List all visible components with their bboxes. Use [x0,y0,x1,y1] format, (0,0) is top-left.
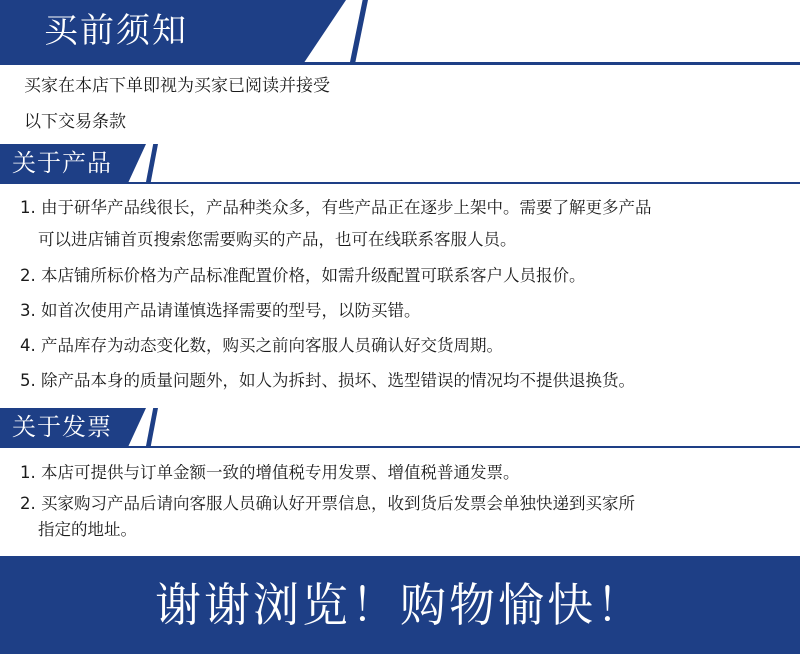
item-number: 2. [20,266,36,285]
invoice-item-1 [20,461,790,485]
product-item-1 [20,196,790,252]
item-text: 由于研华产品线很长，产品种类众多，有些产品正在逐步上架中。需要了解更多产品 [41,198,652,217]
section-header-invoice [0,408,800,448]
item-number: 1. [20,198,36,217]
invoice-item-2 [20,492,790,542]
section-rule [0,446,800,448]
footer-banner [0,556,800,654]
item-number: 5. [20,371,36,390]
item-text: 本店可提供与订单金额一致的增值税专用发票、增值税普通发票。 [41,463,520,482]
header-rule [0,62,800,65]
item-text: 产品库存为动态变化数，购买之前向客服人员确认好交货周期。 [41,336,503,355]
item-number: 4. [20,336,36,355]
top-header [0,0,800,70]
product-item-5 [20,369,790,393]
section-title-product: 关于产品 [12,149,112,177]
product-item-2 [20,264,790,288]
item-text-continued: 指定的地址。 [38,520,137,539]
item-text: 除产品本身的质量问题外，如人为拆封、损坏、选型错误的情况均不提供退换货。 [41,371,635,390]
item-number: 3. [20,301,36,320]
section-rule [0,182,800,184]
item-number: 2. [20,494,36,513]
product-item-3 [20,299,790,323]
intro-line-2: 以下交易条款 [24,112,126,132]
section-tab-stripe [146,144,158,182]
section-header-product [0,144,800,184]
footer-slogan: 谢谢浏览！购物愉快！ [155,578,645,632]
item-number: 1. [20,463,36,482]
item-text-continued: 可以进店铺首页搜索您需要购买的产品，也可在线联系客服人员。 [38,230,517,249]
item-text: 如首次使用产品请谨慎选择需要的型号，以防买错。 [41,301,421,320]
section-tab-stripe [146,408,158,446]
header-stripe [350,0,368,62]
page-title: 买前须知 [44,11,188,51]
item-text: 本店铺所标价格为产品标准配置价格，如需升级配置可联系客户人员报价。 [41,266,586,285]
intro-line-1: 买家在本店下单即视为买家已阅读并接受 [24,76,330,96]
product-item-4 [20,334,790,358]
item-text: 买家购习产品后请向客服人员确认好开票信息，收到货后发票会单独快递到买家所 [41,494,635,513]
section-title-invoice: 关于发票 [12,413,112,441]
